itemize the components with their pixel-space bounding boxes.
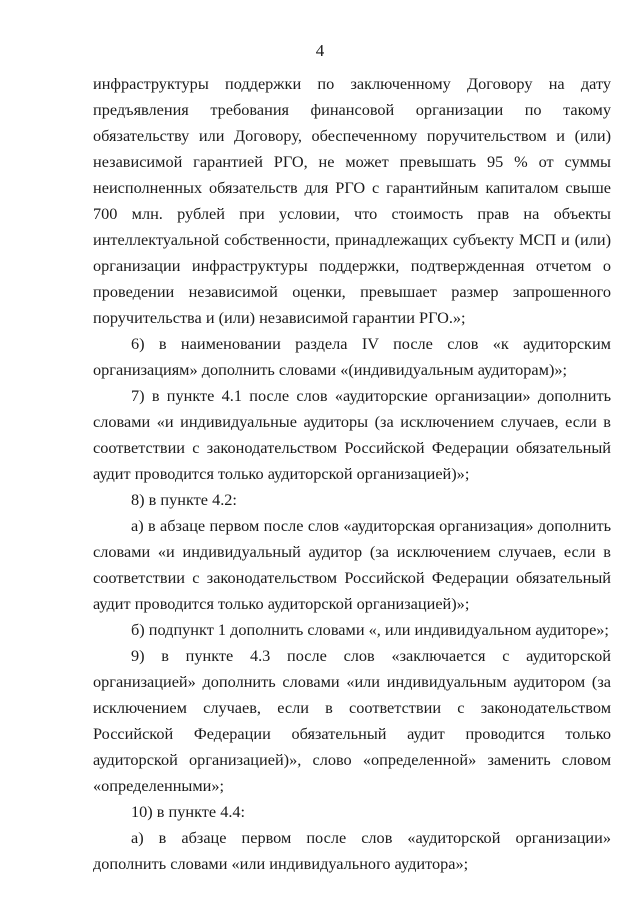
paragraph-item-7: 7) в пункте 4.1 после слов «аудиторские организации» дополнить словами «и индивидуальные аудиторы (за исключением случаев, если в соответствии с законодательством Российской Федерации обязательный аудит проводится только аудиторской организацией)»; bbox=[93, 386, 611, 483]
paragraph-item-9: 9) в пункте 4.3 после слов «заключается с аудиторской организацией» дополнить словами «или индивидуальным аудитором (за исключением случаев, если в соответствии с законодательством Российской Федерации обязательный аудит проводится только аудиторской организацией)», слово «определенной» заменить словом «определенными»; bbox=[93, 646, 611, 795]
document-body bbox=[93, 71, 611, 877]
paragraph-item-8: 8) в пункте 4.2: bbox=[131, 490, 237, 509]
paragraph-continuation: инфраструктуры поддержки по заключенному Договору на дату предъявления требования финансовой организации по такому обязательству или Договору, обеспеченному поручительством и (или) независимой гарантией РГО, не может превышать 95 % от суммы неисполненных обязательств для РГО с гарантийным капиталом свыше 700 млн. рублей при условии, что стоимость прав на объекты интеллектуальной собственности, принадлежащих субъекту МСП и (или) организации инфраструктуры поддержки, подтвержденная отчетом о проведении независимой оценки, превышает размер запрошенного поручительства и (или) независимой гарантии РГО.»; bbox=[93, 74, 611, 327]
paragraph-item-8b: б) подпункт 1 дополнить словами «, или индивидуальном аудиторе»; bbox=[131, 620, 609, 639]
paragraph-item-10a: а) в абзаце первом после слов «аудиторской организации» дополнить словами «или индивидуального аудитора»; bbox=[93, 828, 611, 873]
paragraph-item-10: 10) в пункте 4.4: bbox=[131, 802, 246, 821]
paragraph-item-8a: а) в абзаце первом после слов «аудиторская организация» дополнить словами «и индивидуальный аудитор (за исключением случаев, если в соответствии с законодательством Российской Федерации обязательный аудит проводится только аудиторской организацией)»; bbox=[93, 516, 611, 613]
page-number: 4 bbox=[315, 41, 325, 60]
paragraph-item-6: 6) в наименовании раздела IV после слов «к аудиторским организациям» дополнить словами «(индивидуальным аудиторам)»; bbox=[93, 334, 611, 379]
